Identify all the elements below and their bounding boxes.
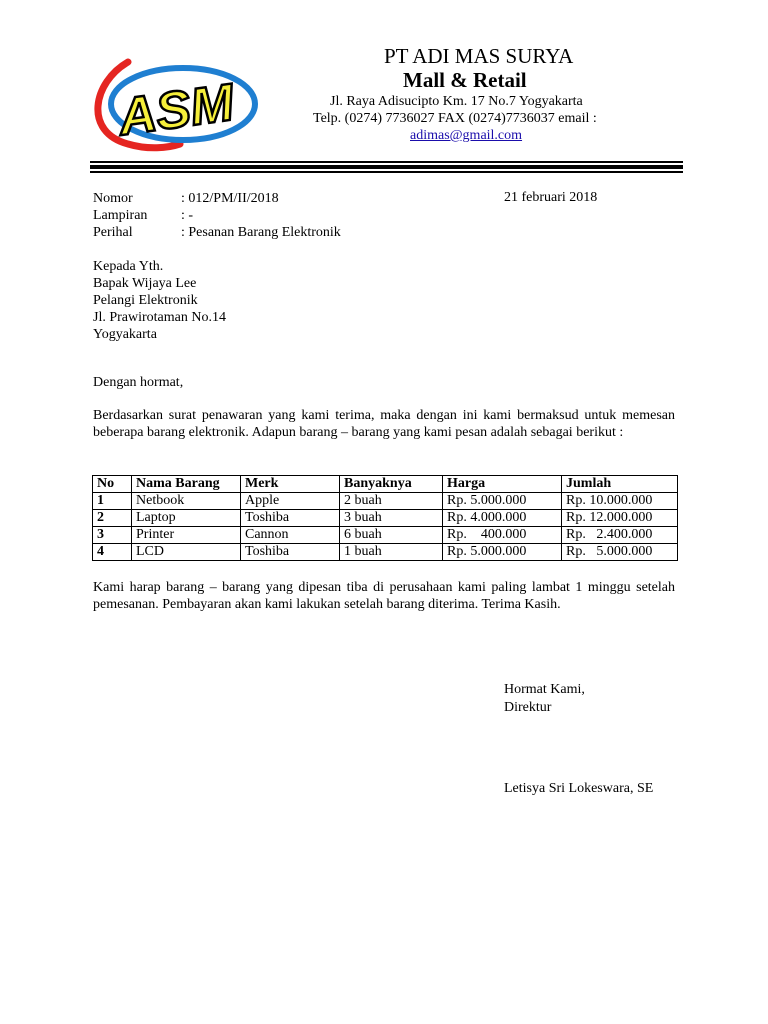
cell: Rp. 2.400.000: [562, 527, 678, 544]
cell: Rp. 5.000.000: [443, 493, 562, 510]
cell: 4: [93, 544, 132, 561]
cell: Netbook: [132, 493, 241, 510]
table-row: [93, 510, 678, 527]
meta-label: Lampiran: [93, 208, 148, 223]
col-header: No: [93, 476, 132, 493]
col-header: Banyaknya: [340, 476, 443, 493]
cell: 3: [93, 527, 132, 544]
col-header: Merk: [241, 476, 340, 493]
cell: LCD: [132, 544, 241, 561]
cell: Rp. 5.000.000: [562, 544, 678, 561]
addressee-line: Kepada Yth.: [93, 259, 164, 274]
meta-value: : 012/PM/II/2018: [181, 191, 279, 206]
col-header: Nama Barang: [132, 476, 241, 493]
letter-date: 21 februari 2018: [504, 190, 598, 205]
table-header-row: [93, 476, 678, 493]
cell: Rp. 5.000.000: [443, 544, 562, 561]
addressee-block: [93, 258, 226, 343]
closing-paragraph: Kami harap barang – barang yang dipesan tiba di perusahaan kami paling lambat 1 minggu setelah pemesanan. Pembayaran akan kami lakukan setelah barang diterima. Terima Kasih.: [93, 580, 675, 612]
meta-value: : Pesanan Barang Elektronik: [181, 225, 341, 240]
company-address: Jl. Raya Adisucipto Km. 17 No.7 Yogyakarta: [330, 94, 583, 109]
cell: 1 buah: [340, 544, 443, 561]
col-header: Jumlah: [562, 476, 678, 493]
closing-block: [504, 681, 585, 717]
cell: Rp. 10.000.000: [562, 493, 678, 510]
company-email-link[interactable]: adimas@gmail.com: [410, 128, 523, 143]
company-logo: [88, 52, 263, 157]
col-header: Harga: [443, 476, 562, 493]
cell: Rp. 4.000.000: [443, 510, 562, 527]
company-division: Mall & Retail: [403, 68, 527, 92]
cell: 2 buah: [340, 493, 443, 510]
cell: Apple: [241, 493, 340, 510]
closing-line: Hormat Kami,: [504, 682, 585, 697]
addressee-line: Yogyakarta: [93, 327, 157, 342]
cell: Rp. 12.000.000: [562, 510, 678, 527]
cell: 2: [93, 510, 132, 527]
company-phone: Telp. (0274) 7736027 FAX (0274)7736037 email :: [313, 111, 597, 126]
table-row: [93, 527, 678, 544]
cell: 6 buah: [340, 527, 443, 544]
addressee-line: Jl. Prawirotaman No.14: [93, 310, 226, 325]
meta-label: Nomor: [93, 191, 133, 206]
addressee-line: Pelangi Elektronik: [93, 293, 198, 308]
order-table: [92, 475, 678, 561]
cell: Laptop: [132, 510, 241, 527]
cell: Toshiba: [241, 510, 340, 527]
addressee-line: Bapak Wijaya Lee: [93, 276, 197, 291]
signer-name: Letisya Sri Lokeswara, SE: [504, 781, 654, 796]
cell: Toshiba: [241, 544, 340, 561]
cell: Printer: [132, 527, 241, 544]
cell: 1: [93, 493, 132, 510]
intro-paragraph: Berdasarkan surat penawaran yang kami terima, maka dengan ini kami bermaksud untuk memesan beberapa barang elektronik. Adapun barang – barang yang kami pesan adalah sebagai berikut :: [93, 408, 675, 440]
closing-title: Direktur: [504, 700, 552, 715]
meta-label: Perihal: [93, 225, 133, 240]
svg-text:ASM: ASM: [114, 73, 238, 148]
cell: Cannon: [241, 527, 340, 544]
greeting: Dengan hormat,: [93, 375, 184, 390]
cell: 3 buah: [340, 510, 443, 527]
cell: Rp. 400.000: [443, 527, 562, 544]
letterhead-divider: [90, 161, 683, 173]
company-name: PT ADI MAS SURYA: [384, 44, 574, 68]
table-row: [93, 544, 678, 561]
meta-value: : -: [181, 208, 194, 223]
table-row: [93, 493, 678, 510]
letter-meta: [93, 190, 341, 241]
